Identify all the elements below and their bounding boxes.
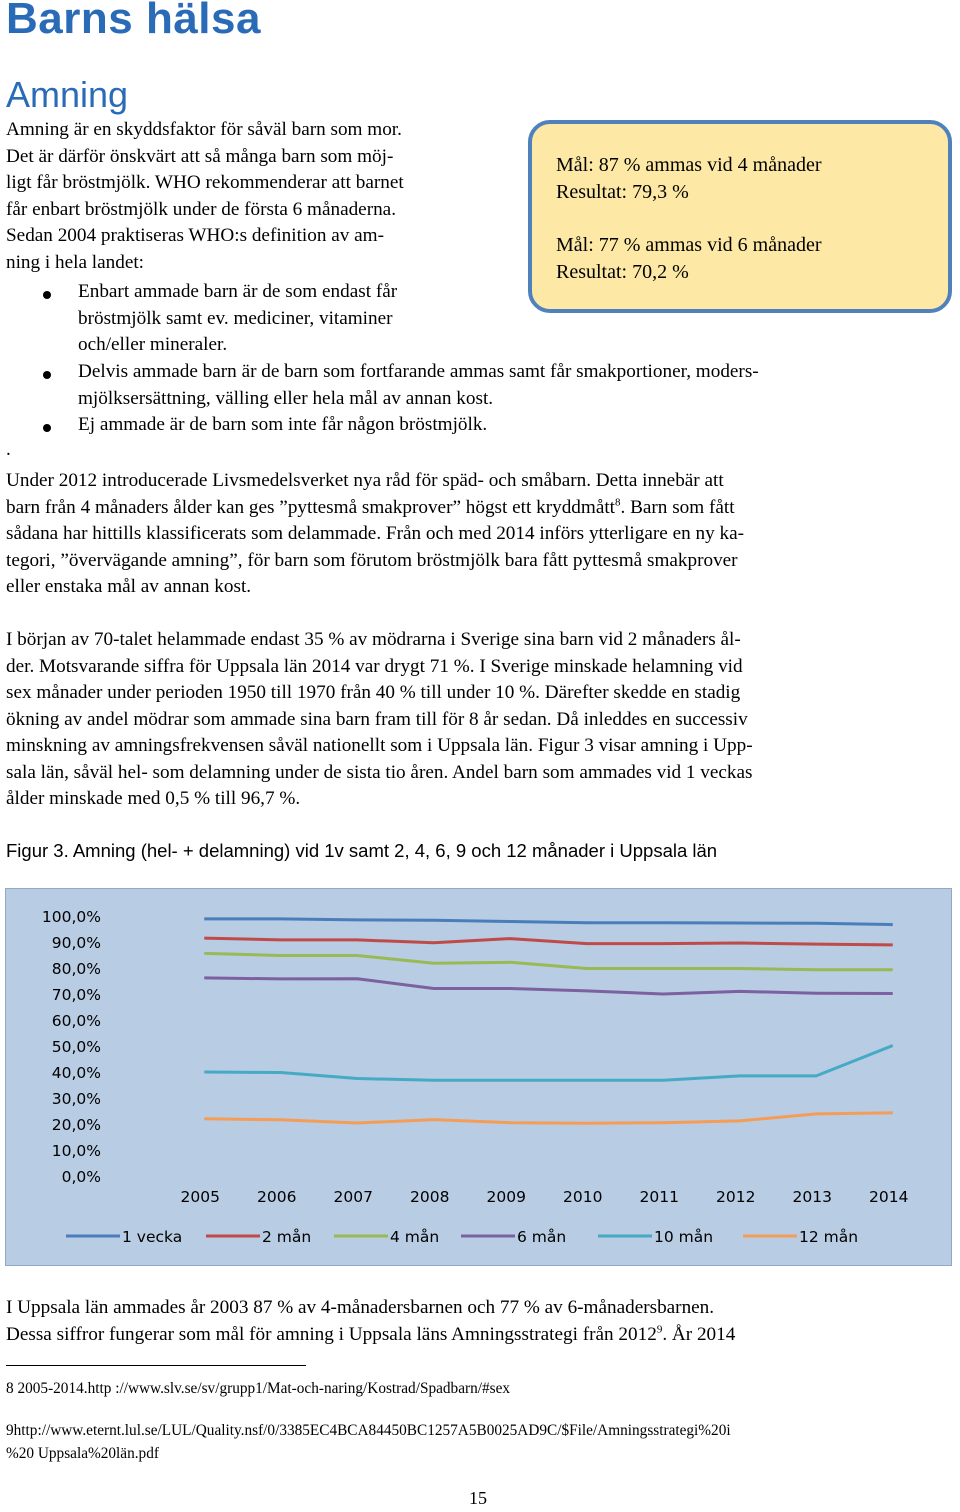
x-tick-label: 2011 — [639, 1188, 679, 1206]
footnote-ref: 8 — [615, 496, 621, 509]
bullet-line: Delvis ammade barn är de barn som fortfarande ammas samt får smakportioner, moders- — [78, 361, 759, 382]
paragraph-line: I början av 70-talet helammade endast 35 % av mödrarna i Sverige sina barn vid 2 månaders ål- — [6, 629, 741, 650]
y-tick-label: 90,0% — [51, 934, 101, 952]
series-line-1-vecka — [204, 919, 893, 925]
legend-label: 4 mån — [390, 1228, 440, 1246]
paragraph-line: minskning av amningsfrekvensen såväl nationellt som i Uppsala län. Figur 3 visar amning i Upp- — [6, 735, 753, 756]
result-4-months: Resultat: 79,3 % — [556, 181, 689, 203]
footnote-9-cont: %20 Uppsala%20län.pdf — [6, 1445, 159, 1462]
page-heading: Barns hälsa — [6, 0, 261, 43]
bullet-line: bröstmjölk samt ev. mediciner, vitaminer — [78, 307, 393, 329]
x-tick-label: 2014 — [869, 1188, 909, 1206]
goal-6-months: Mål: 77 % ammas vid 6 månader — [556, 234, 822, 256]
bullet-exclusive — [78, 279, 397, 359]
y-tick-label: 20,0% — [51, 1116, 101, 1134]
intro-paragraph — [6, 117, 404, 276]
paragraph-line: sala län, såväl hel- som delamning under de sista tio åren. Andel barn som ammades vid 1 veckas — [6, 761, 753, 783]
y-tick-label: 50,0% — [51, 1038, 101, 1056]
footnote-divider — [6, 1365, 306, 1366]
series-line-6-mån — [204, 978, 893, 994]
paragraph-line: I Uppsala län ammades år 2003 87 % av 4-månadersbarnen och 77 % av 6-månadersbarnen. — [6, 1297, 715, 1318]
x-tick-label: 2013 — [792, 1188, 832, 1206]
section-heading: Amning — [6, 74, 129, 115]
x-axis-ticks — [181, 1188, 909, 1206]
legend-label: 12 mån — [799, 1228, 859, 1246]
paragraph-line — [6, 495, 744, 522]
y-tick-label: 70,0% — [51, 986, 101, 1004]
paragraph-line: sådana har hittills klassificerats som delammade. Från och med 2014 införs ytterligare en ny ka- — [6, 523, 744, 544]
paragraph-line: eller enstaka mål av annan kost. — [6, 576, 252, 597]
bullet-icon — [43, 371, 51, 379]
intro-line: Amning är en skyddsfaktor för såväl barn som mor. — [6, 119, 402, 140]
footnote-8: 8 2005-2014.http ://www.slv.se/sv/grupp1/Mat-och-naring/Kostrad/Spadbarn/#sex — [6, 1380, 511, 1397]
y-tick-label: 0,0% — [61, 1168, 101, 1186]
bullet-line: Enbart ammade barn är de som endast får — [78, 281, 398, 302]
intro-line: ning i hela landet: — [6, 251, 145, 273]
series-line-2-mån — [204, 938, 893, 945]
bullet-line: och/eller mineraler. — [78, 334, 228, 355]
legend-label: 6 mån — [517, 1228, 567, 1246]
y-tick-label: 30,0% — [51, 1090, 101, 1108]
line-chart — [6, 889, 951, 1265]
paragraph-history — [6, 627, 753, 813]
paragraph-targets — [6, 1295, 735, 1348]
text-segment: Dessa siffror fungerar som mål för amning i Uppsala läns Amningsstrategi från 2012 — [6, 1323, 657, 1345]
y-tick-label: 10,0% — [51, 1142, 101, 1160]
bullet-line: mjölksersättning, välling eller hela mål av annan kost. — [78, 387, 494, 409]
paragraph-line: ålder minskade med 0,5 % till 96,7 %. — [6, 788, 301, 809]
stray-dot: . — [6, 439, 11, 460]
text-segment: . År 2014 — [662, 1323, 736, 1345]
intro-line: Det är därför önskvärt att så många barn som möj- — [6, 145, 394, 167]
x-tick-label: 2008 — [410, 1188, 450, 1206]
bullet-icon — [43, 424, 51, 432]
y-axis-ticks — [42, 908, 101, 1186]
page-number: 15 — [469, 1488, 487, 1508]
series-line-10-mån — [204, 1046, 893, 1081]
x-tick-label: 2010 — [563, 1188, 603, 1206]
paragraph-line: Under 2012 introducerade Livsmedelsverket nya råd för späd- och småbarn. Detta innebär att — [6, 470, 724, 491]
series-lines — [204, 919, 893, 1123]
intro-line: ligt får bröstmjölk. WHO rekommenderar att barnet — [6, 172, 404, 193]
legend-label: 2 mån — [262, 1228, 312, 1246]
x-tick-label: 2009 — [486, 1188, 526, 1206]
figure-caption: Figur 3. Amning (hel- + delamning) vid 1v samt 2, 4, 6, 9 och 12 månader i Uppsala län — [6, 840, 718, 861]
paragraph-line: ökning av andel mödrar som ammade sina barn fram till för 8 år sedan. Då inleddes en successiv — [6, 708, 748, 730]
x-tick-label: 2006 — [257, 1188, 297, 1206]
goal-4-months: Mål: 87 % ammas vid 4 månader — [556, 154, 822, 176]
goal-box — [528, 120, 952, 313]
x-tick-label: 2005 — [180, 1188, 220, 1206]
bullet-line: Ej ammade är de barn som inte får någon bröstmjölk. — [78, 414, 488, 435]
text-segment: . Barn som fått — [620, 496, 735, 518]
series-line-4-mån — [204, 953, 893, 969]
bullet-icon — [43, 291, 51, 299]
intro-line: får enbart bröstmjölk under de första 6 månaderna. — [6, 198, 396, 220]
paragraph-line: der. Motsvarande siffra för Uppsala län 2014 var drygt 71 %. I Sverige minskade helamning vid — [6, 655, 743, 677]
intro-line: Sedan 2004 praktiseras WHO:s definition av am- — [6, 225, 384, 246]
bullet-none — [78, 412, 487, 439]
y-tick-label: 40,0% — [51, 1064, 101, 1082]
y-tick-label: 80,0% — [51, 960, 101, 978]
footnote-9: 9http://www.eternt.lul.se/LUL/Quality.nsf/0/3385EC4BCA84450BC1257A5B0025AD9C/$File/Amningsstrategi%20i — [6, 1422, 731, 1439]
y-tick-label: 60,0% — [51, 1012, 101, 1030]
paragraph-line — [6, 1322, 735, 1349]
x-tick-label: 2012 — [716, 1188, 756, 1206]
footnote-ref: 9 — [656, 1323, 663, 1336]
paragraph-line: tegori, ”övervägande amning”, för barn som förutom bröstmjölk bara fått pyttesmå smakprover — [6, 549, 738, 571]
paragraph-recommendations — [6, 468, 744, 601]
x-tick-label: 2007 — [333, 1188, 373, 1206]
series-line-12-mån — [204, 1113, 893, 1123]
chart-frame — [5, 888, 952, 1266]
legend-label: 1 vecka — [122, 1228, 183, 1246]
result-6-months: Resultat: 70,2 % — [556, 261, 689, 283]
chart-legend — [66, 1228, 858, 1246]
y-tick-label: 100,0% — [41, 908, 101, 926]
bullet-partial — [78, 359, 759, 412]
legend-label: 10 mån — [654, 1228, 714, 1246]
paragraph-line: sex månader under perioden 1950 till 1970 från 40 % till under 10 %. Därefter skedde en stadig — [6, 682, 741, 703]
text-segment: barn från 4 månaders ålder kan ges ”pyttesmå smakprover” högst ett kryddmått — [6, 496, 615, 518]
